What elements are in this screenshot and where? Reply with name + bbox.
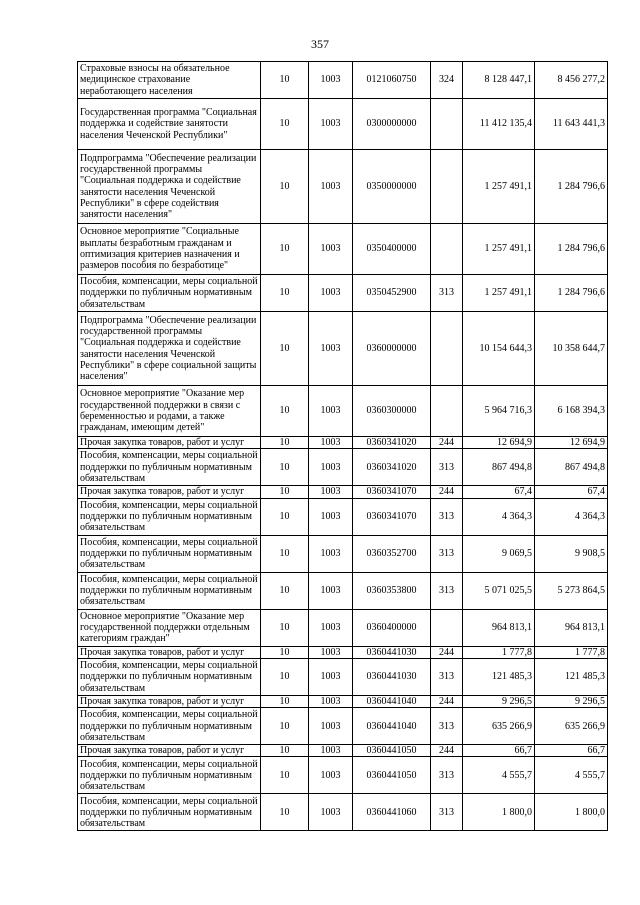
amount-year1-cell: 1 257 491,1 xyxy=(463,150,535,224)
expense-type-cell: 244 xyxy=(431,745,463,757)
table-row xyxy=(78,312,608,386)
table-row xyxy=(78,224,608,275)
section-cell: 10 xyxy=(261,757,309,794)
section-cell: 10 xyxy=(261,794,309,831)
target-code-cell: 0360353800 xyxy=(353,572,431,609)
amount-year1-cell: 5 071 025,5 xyxy=(463,572,535,609)
subsection-cell: 1003 xyxy=(309,535,353,572)
subsection-cell: 1003 xyxy=(309,695,353,707)
name-cell: Государственная программа "Социальная поддержка и содействие занятости населения Чеченской Республики" xyxy=(78,99,261,150)
amount-year1-cell: 9 296,5 xyxy=(463,695,535,707)
target-code-cell: 0350000000 xyxy=(353,150,431,224)
table-row xyxy=(78,150,608,224)
amount-year2-cell: 12 694,9 xyxy=(535,437,608,449)
target-code-cell: 0360341020 xyxy=(353,437,431,449)
name-cell: Прочая закупка товаров, работ и услуг xyxy=(78,486,261,498)
table-row xyxy=(78,275,608,312)
name-cell: Подпрограмма "Обеспечение реализации государственной программы "Социальная поддержка и содействие занятости населения Чеченской Республики" в сфере содействия занятости населения" xyxy=(78,150,261,224)
table-row xyxy=(78,745,608,757)
section-cell: 10 xyxy=(261,609,309,646)
amount-year2-cell: 67,4 xyxy=(535,486,608,498)
name-cell: Прочая закупка товаров, работ и услуг xyxy=(78,695,261,707)
subsection-cell: 1003 xyxy=(309,708,353,745)
subsection-cell: 1003 xyxy=(309,757,353,794)
section-cell: 10 xyxy=(261,646,309,658)
amount-year2-cell: 1 777,8 xyxy=(535,646,608,658)
table-row xyxy=(78,609,608,646)
section-cell: 10 xyxy=(261,745,309,757)
expense-type-cell: 313 xyxy=(431,658,463,695)
expense-type-cell: 244 xyxy=(431,695,463,707)
table-row xyxy=(78,99,608,150)
amount-year2-cell: 121 485,3 xyxy=(535,658,608,695)
name-cell: Пособия, компенсации, меры социальной поддержки по публичным нормативным обязательствам xyxy=(78,658,261,695)
table-row xyxy=(78,62,608,99)
section-cell: 10 xyxy=(261,312,309,386)
table-row xyxy=(78,437,608,449)
amount-year2-cell: 1 284 796,6 xyxy=(535,224,608,275)
amount-year2-cell: 4 555,7 xyxy=(535,757,608,794)
name-cell: Пособия, компенсации, меры социальной поддержки по публичным нормативным обязательствам xyxy=(78,757,261,794)
subsection-cell: 1003 xyxy=(309,224,353,275)
name-cell: Пособия, компенсации, меры социальной поддержки по публичным нормативным обязательствам xyxy=(78,498,261,535)
target-code-cell: 0300000000 xyxy=(353,99,431,150)
section-cell: 10 xyxy=(261,62,309,99)
target-code-cell: 0360441040 xyxy=(353,708,431,745)
amount-year1-cell: 1 800,0 xyxy=(463,794,535,831)
subsection-cell: 1003 xyxy=(309,745,353,757)
name-cell: Страховые взносы на обязательное медицинское страхование неработающего населения xyxy=(78,62,261,99)
target-code-cell: 0360441030 xyxy=(353,658,431,695)
expense-type-cell: 313 xyxy=(431,449,463,486)
table-row xyxy=(78,658,608,695)
name-cell: Основное мероприятие "Социальные выплаты безработным гражданам и оптимизация критериев назначения и размеров пособия по безработице" xyxy=(78,224,261,275)
target-code-cell: 0360300000 xyxy=(353,386,431,437)
section-cell: 10 xyxy=(261,498,309,535)
table-row xyxy=(78,535,608,572)
section-cell: 10 xyxy=(261,695,309,707)
name-cell: Основное мероприятие "Оказание мер государственной поддержки в связи с беременностью и родами, а также гражданам, имеющим детей" xyxy=(78,386,261,437)
expense-type-cell: 313 xyxy=(431,535,463,572)
target-code-cell: 0360400000 xyxy=(353,609,431,646)
name-cell: Прочая закупка товаров, работ и услуг xyxy=(78,745,261,757)
target-code-cell: 0360441040 xyxy=(353,695,431,707)
table-row xyxy=(78,695,608,707)
section-cell: 10 xyxy=(261,99,309,150)
target-code-cell: 0121060750 xyxy=(353,62,431,99)
budget-table xyxy=(77,61,608,831)
amount-year1-cell: 964 813,1 xyxy=(463,609,535,646)
amount-year1-cell: 121 485,3 xyxy=(463,658,535,695)
subsection-cell: 1003 xyxy=(309,794,353,831)
name-cell: Прочая закупка товаров, работ и услуг xyxy=(78,437,261,449)
expense-type-cell xyxy=(431,150,463,224)
amount-year1-cell: 66,7 xyxy=(463,745,535,757)
name-cell: Пособия, компенсации, меры социальной поддержки по публичным нормативным обязательствам xyxy=(78,275,261,312)
target-code-cell: 0360341020 xyxy=(353,449,431,486)
expense-type-cell xyxy=(431,609,463,646)
target-code-cell: 0350452900 xyxy=(353,275,431,312)
amount-year2-cell: 11 643 441,3 xyxy=(535,99,608,150)
amount-year2-cell: 5 273 864,5 xyxy=(535,572,608,609)
amount-year1-cell: 67,4 xyxy=(463,486,535,498)
expense-type-cell: 244 xyxy=(431,437,463,449)
subsection-cell: 1003 xyxy=(309,658,353,695)
amount-year2-cell: 10 358 644,7 xyxy=(535,312,608,386)
target-code-cell: 0360341070 xyxy=(353,498,431,535)
subsection-cell: 1003 xyxy=(309,646,353,658)
name-cell: Пособия, компенсации, меры социальной поддержки по публичным нормативным обязательствам xyxy=(78,449,261,486)
amount-year2-cell: 8 456 277,2 xyxy=(535,62,608,99)
name-cell: Основное мероприятие "Оказание мер государственной поддержки отдельным категориям граждан" xyxy=(78,609,261,646)
expense-type-cell xyxy=(431,386,463,437)
subsection-cell: 1003 xyxy=(309,572,353,609)
page-number: 357 xyxy=(311,37,329,51)
target-code-cell: 0350400000 xyxy=(353,224,431,275)
amount-year2-cell: 964 813,1 xyxy=(535,609,608,646)
table-row xyxy=(78,708,608,745)
amount-year2-cell: 635 266,9 xyxy=(535,708,608,745)
amount-year2-cell: 1 284 796,6 xyxy=(535,150,608,224)
target-code-cell: 0360352700 xyxy=(353,535,431,572)
table-row xyxy=(78,386,608,437)
amount-year1-cell: 12 694,9 xyxy=(463,437,535,449)
amount-year1-cell: 1 257 491,1 xyxy=(463,275,535,312)
expense-type-cell: 313 xyxy=(431,757,463,794)
section-cell: 10 xyxy=(261,449,309,486)
name-cell: Пособия, компенсации, меры социальной поддержки по публичным нормативным обязательствам xyxy=(78,535,261,572)
amount-year1-cell: 11 412 135,4 xyxy=(463,99,535,150)
amount-year2-cell: 867 494,8 xyxy=(535,449,608,486)
expense-type-cell xyxy=(431,99,463,150)
amount-year1-cell: 9 069,5 xyxy=(463,535,535,572)
subsection-cell: 1003 xyxy=(309,150,353,224)
section-cell: 10 xyxy=(261,386,309,437)
subsection-cell: 1003 xyxy=(309,498,353,535)
expense-type-cell xyxy=(431,224,463,275)
section-cell: 10 xyxy=(261,437,309,449)
expense-type-cell: 313 xyxy=(431,498,463,535)
amount-year1-cell: 8 128 447,1 xyxy=(463,62,535,99)
subsection-cell: 1003 xyxy=(309,486,353,498)
expense-type-cell: 324 xyxy=(431,62,463,99)
table-row xyxy=(78,498,608,535)
target-code-cell: 0360000000 xyxy=(353,312,431,386)
target-code-cell: 0360441030 xyxy=(353,646,431,658)
subsection-cell: 1003 xyxy=(309,437,353,449)
amount-year2-cell: 9 296,5 xyxy=(535,695,608,707)
amount-year1-cell: 635 266,9 xyxy=(463,708,535,745)
target-code-cell: 0360441060 xyxy=(353,794,431,831)
name-cell: Пособия, компенсации, меры социальной поддержки по публичным нормативным обязательствам xyxy=(78,572,261,609)
target-code-cell: 0360441050 xyxy=(353,757,431,794)
section-cell: 10 xyxy=(261,275,309,312)
expense-type-cell: 244 xyxy=(431,646,463,658)
subsection-cell: 1003 xyxy=(309,449,353,486)
subsection-cell: 1003 xyxy=(309,99,353,150)
table-row xyxy=(78,794,608,831)
expense-type-cell: 313 xyxy=(431,708,463,745)
target-code-cell: 0360341070 xyxy=(353,486,431,498)
amount-year2-cell: 6 168 394,3 xyxy=(535,386,608,437)
amount-year1-cell: 1 777,8 xyxy=(463,646,535,658)
section-cell: 10 xyxy=(261,486,309,498)
amount-year1-cell: 10 154 644,3 xyxy=(463,312,535,386)
amount-year1-cell: 1 257 491,1 xyxy=(463,224,535,275)
amount-year2-cell: 1 800,0 xyxy=(535,794,608,831)
subsection-cell: 1003 xyxy=(309,609,353,646)
section-cell: 10 xyxy=(261,658,309,695)
table-row xyxy=(78,757,608,794)
expense-type-cell: 313 xyxy=(431,275,463,312)
section-cell: 10 xyxy=(261,535,309,572)
amount-year2-cell: 66,7 xyxy=(535,745,608,757)
amount-year1-cell: 4 364,3 xyxy=(463,498,535,535)
expense-type-cell: 244 xyxy=(431,486,463,498)
target-code-cell: 0360441050 xyxy=(353,745,431,757)
table-row xyxy=(78,486,608,498)
amount-year1-cell: 5 964 716,3 xyxy=(463,386,535,437)
section-cell: 10 xyxy=(261,150,309,224)
name-cell: Пособия, компенсации, меры социальной поддержки по публичным нормативным обязательствам xyxy=(78,708,261,745)
section-cell: 10 xyxy=(261,224,309,275)
section-cell: 10 xyxy=(261,572,309,609)
name-cell: Прочая закупка товаров, работ и услуг xyxy=(78,646,261,658)
subsection-cell: 1003 xyxy=(309,386,353,437)
name-cell: Подпрограмма "Обеспечение реализации государственной программы "Социальная поддержка и содействие занятости населения Чеченской Республики" в сфере социальной защиты населения" xyxy=(78,312,261,386)
section-cell: 10 xyxy=(261,708,309,745)
subsection-cell: 1003 xyxy=(309,312,353,386)
subsection-cell: 1003 xyxy=(309,275,353,312)
expense-type-cell: 313 xyxy=(431,794,463,831)
table-row xyxy=(78,646,608,658)
amount-year2-cell: 1 284 796,6 xyxy=(535,275,608,312)
amount-year1-cell: 867 494,8 xyxy=(463,449,535,486)
table-row xyxy=(78,572,608,609)
amount-year1-cell: 4 555,7 xyxy=(463,757,535,794)
expense-type-cell: 313 xyxy=(431,572,463,609)
expense-type-cell xyxy=(431,312,463,386)
subsection-cell: 1003 xyxy=(309,62,353,99)
table-row xyxy=(78,449,608,486)
amount-year2-cell: 4 364,3 xyxy=(535,498,608,535)
amount-year2-cell: 9 908,5 xyxy=(535,535,608,572)
name-cell: Пособия, компенсации, меры социальной поддержки по публичным нормативным обязательствам xyxy=(78,794,261,831)
